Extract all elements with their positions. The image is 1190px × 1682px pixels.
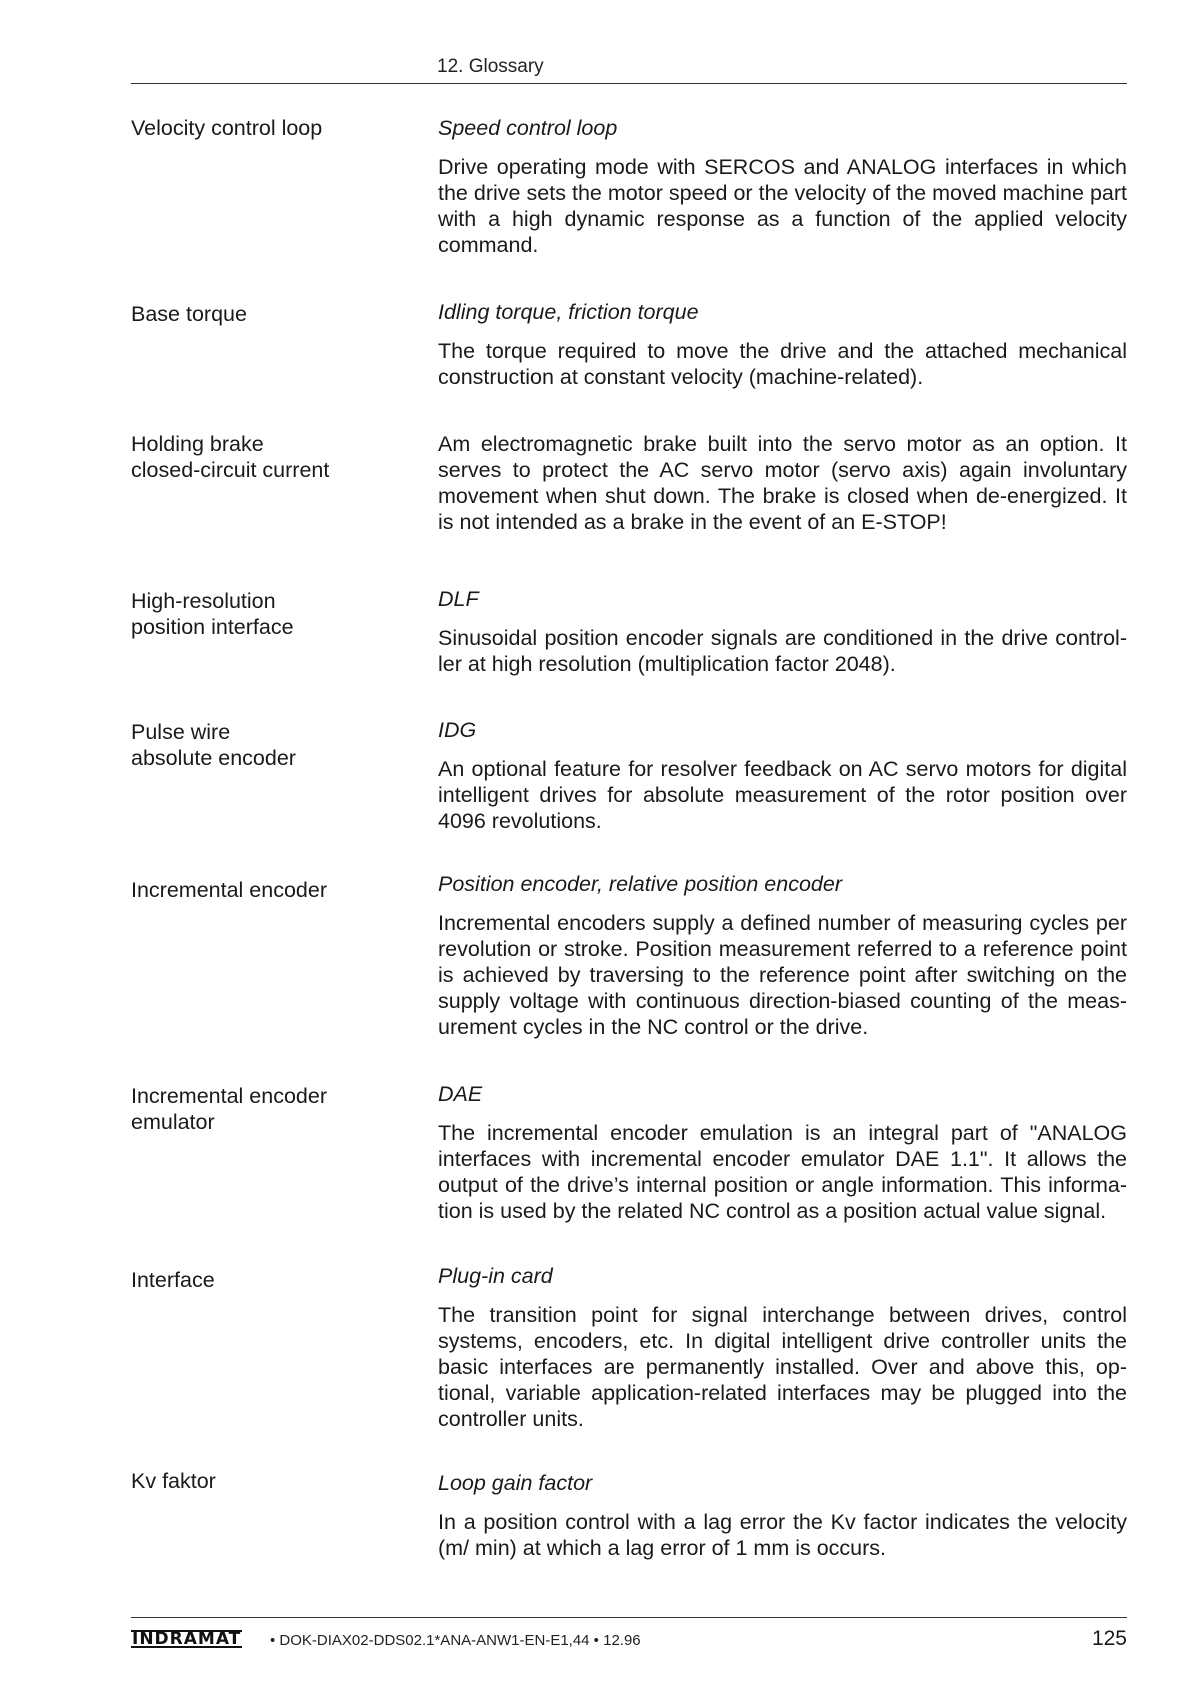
- glossary-description: In a position control with a lag error the Kv factor indicates the velocity (m/ min) at which a lag error of 1 mm is occurs.: [438, 1510, 1127, 1560]
- glossary-term: Interface: [131, 1268, 215, 1292]
- page-number: 125: [1091, 1627, 1127, 1650]
- glossary-synonym: DAE: [438, 1082, 483, 1106]
- header-divider: [131, 83, 1127, 84]
- glossary-synonym: Idling torque, friction torque: [438, 300, 699, 324]
- glossary-term: Kv faktor: [131, 1469, 216, 1493]
- glossary-synonym: IDG: [438, 718, 477, 742]
- section-title: 12. Glossary: [437, 56, 544, 77]
- glossary-synonym: Plug-in card: [438, 1264, 553, 1288]
- glossary-synonym: Speed control loop: [438, 116, 618, 140]
- glossary-definition: [438, 1470, 1127, 1561]
- glossary-definition: [438, 1081, 1127, 1224]
- glossary-description: Am electromagnetic brake built into the servo motor as an option. It serves to protect the AC servo motor (servo axis) again involuntary movement when shut down. The brake is closed when de-energized. It is not intended as a brake in the event of an E-STOP!: [438, 432, 1127, 534]
- glossary-description: The transition point for signal interchange between drives, control systems, encoders, etc. In digital intelligent drive controller units the basic interfaces are permanently installed. Over and above this, op-tional, variable application-related interfaces may be plugged into the controller units.: [438, 1303, 1127, 1431]
- glossary-term: Pulse wire absolute encoder: [131, 720, 296, 770]
- glossary-description: Incremental encoders supply a defined number of measuring cycles per revolution or stroke. Position measurement referred to a reference point is achieved by traversing to the reference point after switching on the supply voltage with continuous direction-biased counting of the meas-urement cycles in the NC control or the drive.: [438, 911, 1127, 1039]
- glossary-definition: [438, 717, 1127, 834]
- glossary-synonym: Position encoder, relative position encoder: [438, 872, 842, 896]
- glossary-synonym: Loop gain factor: [438, 1471, 593, 1495]
- glossary-term: Base torque: [131, 302, 247, 326]
- glossary-definition: [438, 1263, 1127, 1432]
- glossary-description: Drive operating mode with SERCOS and ANALOG interfaces in which the drive sets the motor speed or the velocity of the moved machine part with a high dynamic response as a function of the applied velocity command.: [438, 155, 1127, 257]
- glossary-term: Incremental encoder emulator: [131, 1084, 327, 1134]
- glossary-term: Velocity control loop: [131, 116, 323, 140]
- glossary-description: Sinusoidal position encoder signals are conditioned in the drive control-ler at high resolution (multiplication factor 2048).: [438, 626, 1127, 676]
- glossary-synonym: DLF: [438, 587, 479, 611]
- glossary-term: Incremental encoder: [131, 878, 327, 902]
- glossary-term: High-resolution position interface: [131, 589, 294, 639]
- glossary-definition: [438, 115, 1127, 258]
- glossary-definition: [438, 431, 1127, 535]
- document-id: • DOK-DIAX02-DDS02.1*ANA-ANW1-EN-E1,44 • 12.96: [270, 1632, 641, 1649]
- glossary-definition: [438, 586, 1127, 677]
- glossary-definition: [438, 871, 1127, 1040]
- glossary-description: An optional feature for resolver feedback on AC servo motors for digital intelligent drives for absolute measurement of the rotor position over 4096 revolutions.: [438, 757, 1127, 833]
- glossary-description: The torque required to move the drive and the attached mechanical construction at constant velocity (machine-related).: [438, 339, 1127, 389]
- glossary-description: The incremental encoder emulation is an integral part of "ANALOG interfaces with incremental encoder emulator DAE 1.1". It allows the output of the drive’s internal position or angle information. This informa-tion is used by the related NC control as a position actual value signal.: [438, 1121, 1127, 1223]
- glossary-definition: [438, 299, 1127, 390]
- footer-divider: [131, 1617, 1127, 1618]
- glossary-term: Holding brake closed-circuit current: [131, 432, 330, 482]
- indramat-logo: INDRAMAT: [132, 1629, 242, 1649]
